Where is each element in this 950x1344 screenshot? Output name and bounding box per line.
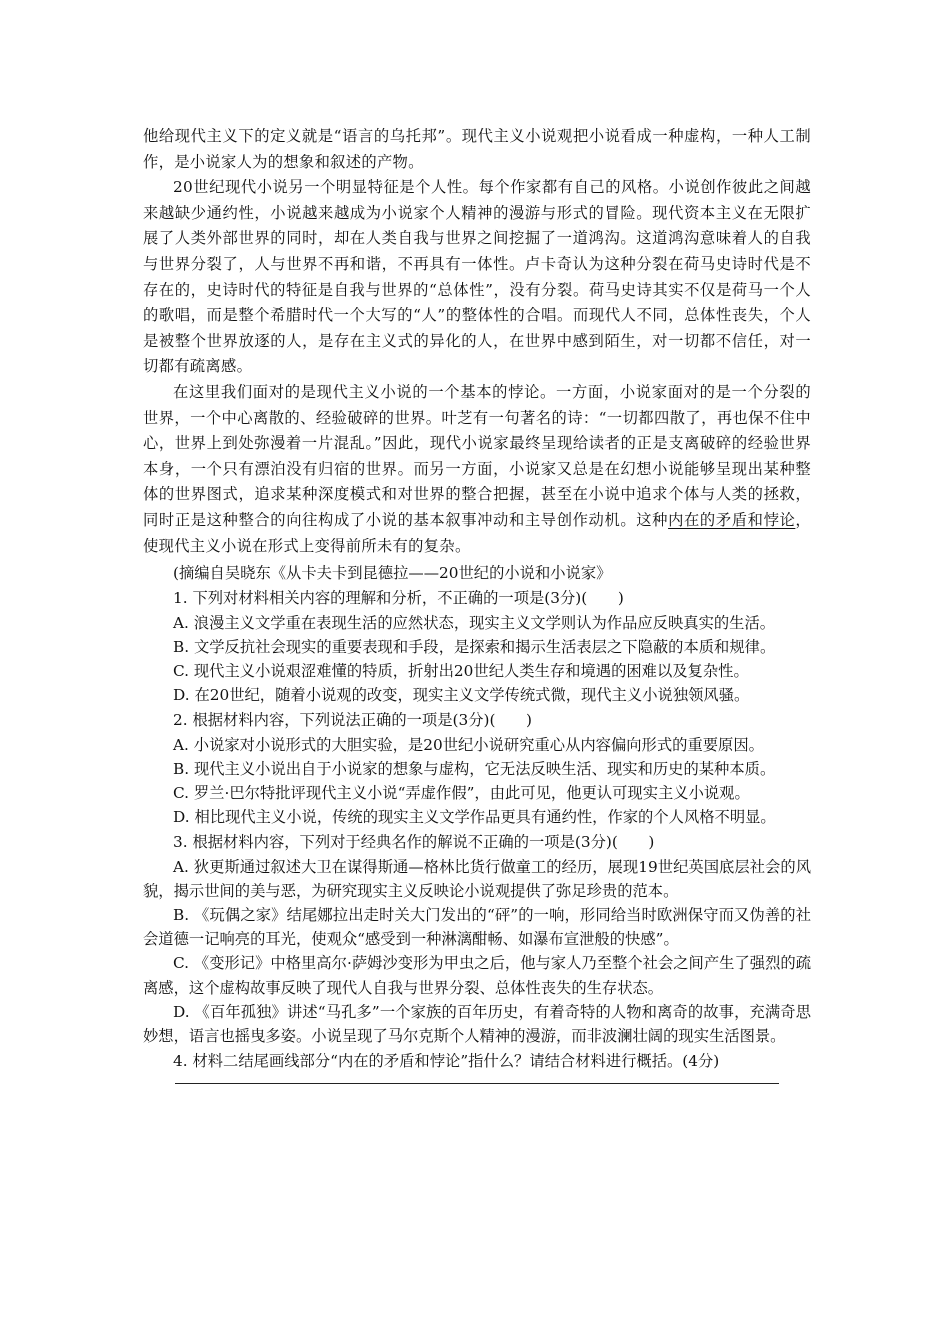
source-citation: (摘编自吴晓东《从卡夫卡到昆德拉——20世纪的小说和小说家》 (173, 564, 612, 583)
passage-paragraph-1: 他给现代主义下的定义就是“语言的乌托邦”。现代主义小说观把小说看成一种虚构，一种人工制作，是小说家人为的想象和叙述的产物。 (143, 127, 811, 171)
question-1-option-b: B. 文学反抗社会现实的重要表现和手段，是探索和揭示生活表层之下隐蔽的本质和规律。 (173, 637, 776, 656)
question-2-option-b: B. 现代主义小说出自于小说家的想象与虚构，它无法反映生活、现实和历史的某种本质。 (173, 759, 776, 778)
question-3-stem: 3. 根据材料内容，下列对于经典名作的解说不正确的一项是(3分)( ) (173, 833, 655, 852)
question-3-option-b: B. 《玩偶之家》结尾娜拉出走时关大门发出的“砰”的一响，形同给当时欧洲保守而又伪善的社会道德一记响亮的耳光，使观众“感受到一种淋漓酣畅、如瀑布宣泄般的快感”。 (143, 905, 811, 949)
question-1-option-a: A. 浪漫主义文学重在表现生活的应然状态，现实主义文学则认为作品应反映真实的生活。 (173, 613, 776, 632)
question-1-option-d: D. 在20世纪，随着小说观的改变，现实主义文学传统式微，现代主义小说独领风骚。 (173, 686, 750, 705)
passage-p3-text: 在这里我们面对的是现代主义小说的一个基本的悖论。一方面，小说家面对的是一个分裂的世界，一个中心离散的、经验破碎的世界。叶芝有一句著名的诗：“一切都四散了，再也保不住中心，世界上到处弥漫着一片混乱。”因此，现代小说家最终呈现给读者的正是支离破碎的经验世界本身，一个只有漂泊没有归宿的世界。而另一方面，小说家又总是在幻想小说能够呈现出某种整体的世界图式，追求某种深度模式和对世界的整合把握，甚至在小说中追求个体与人类的拯救，同时正是这种整合的向往构成了小说的基本叙事冲动和主导创作动机。这种 (143, 382, 811, 529)
question-2-option-d: D. 相比现代主义小说，传统的现实主义文学作品更具有通约性，作家的个人风格不明显。 (173, 808, 776, 827)
question-3-option-d: D. 《百年孤独》讲述“马孔多”一个家族的百年历史，有着奇特的人物和离奇的故事，充满奇思妙想，语言也摇曳多姿。小说呈现了马尔克斯个人精神的漫游，而非波澜壮阔的现实生活图景。 (143, 1002, 811, 1045)
passage-paragraph-2: 20世纪现代小说另一个明显特征是个人性。每个作家都有自己的风格。小说创作彼此之间越来越缺少通约性，小说越来越成为小说家个人精神的漫游与形式的冒险。现代资本主义在无限扩展了人类外部世界的同时，却在人类自我与世界之间挖掘了一道鸿沟。这道鸿沟意味着人的自我与世界分裂了，人与世界不再和谐，不再具有一体性。卢卡奇认为这种分裂在荷马史诗时代是不存在的，史诗时代的特征是自我与世界的“总体性”，没有分裂。荷马史诗其实不仅是荷马一个人的歌唱，而是整个希腊时代一个大写的“人”的整体性的合唱。而现代人不同，总体性丧失，个人是被整个世界放逐的人，是存在主义式的异化的人，在世界中感到陌生，对一切都不信任，对一切都有疏离感。 (143, 178, 811, 376)
answer-line[interactable] (175, 1083, 779, 1084)
question-1-option-c: C. 现代主义小说艰涩难懂的特质，折射出20世纪人类生存和境遇的困难以及复杂性。 (173, 661, 749, 680)
question-2-option-c: C. 罗兰·巴尔特批评现代主义小说“弄虚作假”，由此可见，他更认可现实主义小说观。 (173, 783, 750, 802)
question-4-stem: 4. 材料二结尾画线部分“内在的矛盾和悖论”指什么？请结合材料进行概括。(4分) (173, 1052, 720, 1071)
question-3-option-c: C. 《变形记》中格里高尔·萨姆沙变形为甲虫之后，他与家人乃至整个社会之间产生了强烈的疏离感，这个虚构故事反映了现代人自我与世界分裂、总体性丧失的生存状态。 (143, 954, 811, 997)
question-3-option-a: A. 狄更斯通过叙述大卫在谋得斯通—格林比货行做童工的经历，展现19世纪英国底层社会的风貌，揭示世间的美与恶，为研究现实主义反映论小说观提供了弥足珍贵的范本。 (143, 857, 811, 900)
underlined-phrase: 内在的矛盾和悖论 (668, 510, 796, 529)
question-1-stem: 1. 下列对材料相关内容的理解和分析，不正确的一项是(3分)( ) (173, 589, 624, 608)
question-2-option-a: A. 小说家对小说形式的大胆实验，是20世纪小说研究重心从内容偏向形式的重要原因。 (173, 735, 764, 754)
passage-paragraph-3 (143, 380, 811, 559)
document-page (143, 124, 811, 1084)
question-2-stem: 2. 根据材料内容，下列说法正确的一项是(3分)( ) (173, 711, 532, 730)
passage-p3-text-end: ，使现代主义小说在形式上变得前所未有的复杂。 (143, 510, 811, 555)
